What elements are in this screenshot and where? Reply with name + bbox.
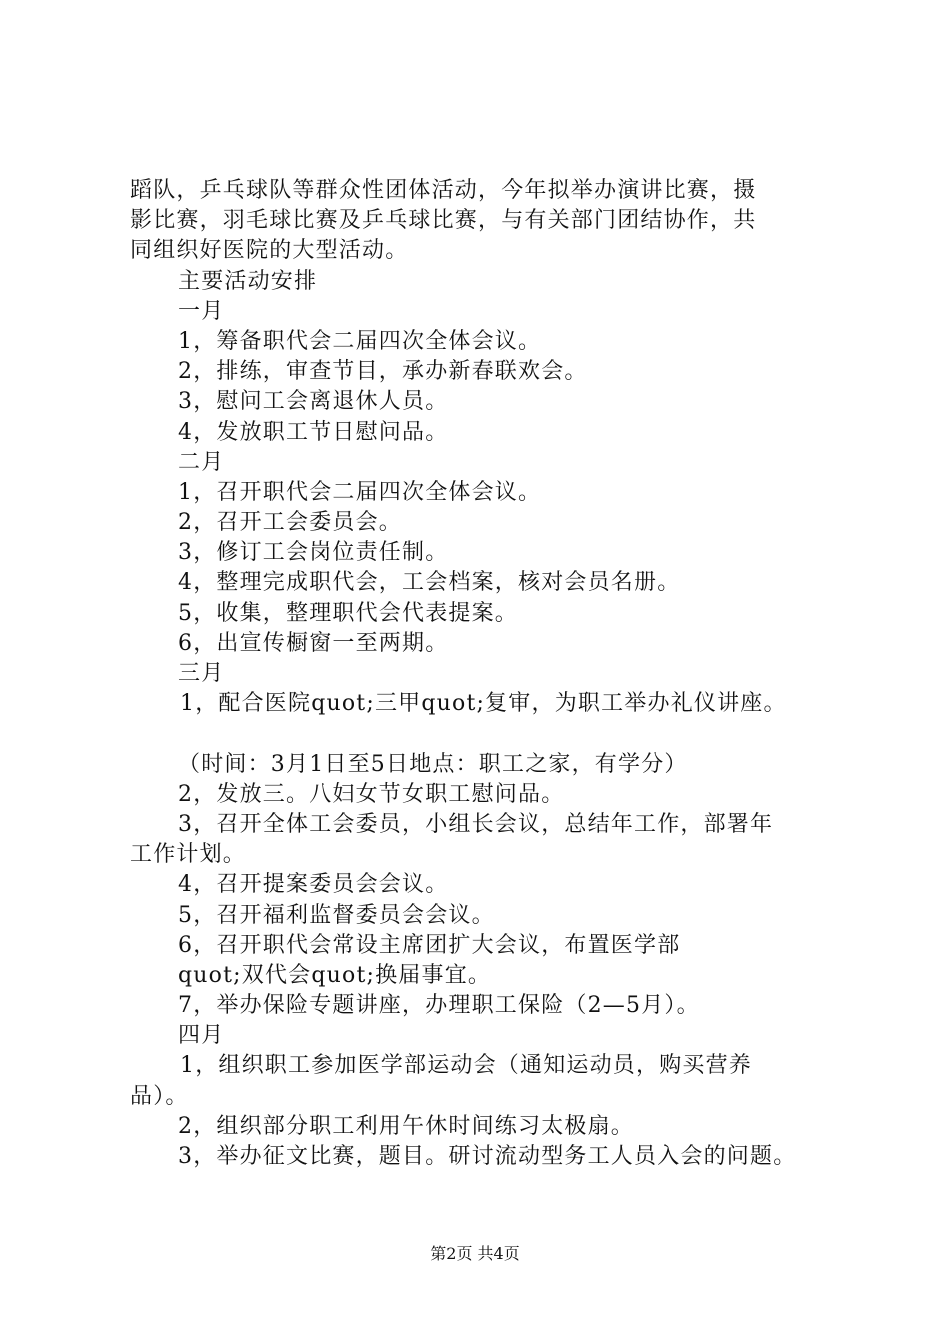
list-item: 2，发放三。八妇女节女职工慰问品。 (178, 781, 565, 807)
list-item: 2，排练，审查节目，承办新春联欢会。 (178, 359, 588, 385)
paragraph-line: 影比赛，羽毛球比赛及乒乓球比赛，与有关部门团结协作，共 (130, 208, 757, 234)
month-heading-january: 一月 (178, 298, 225, 324)
list-item: 7，举办保险专题讲座，办理职工保险（2—5月）。 (178, 993, 700, 1019)
list-item: 4，整理完成职代会，工会档案，核对会员名册。 (178, 570, 681, 596)
page-footer: 第2页 共4页 (430, 1244, 520, 1263)
list-item: 3，召开全体工会委员，小组长会议，总结年工作，部署年 (178, 811, 774, 837)
month-heading-april: 四月 (178, 1023, 225, 1049)
list-item: 3，举办征文比赛，题目。研讨流动型务工人员入会的问题。 (178, 1144, 797, 1169)
list-item-continuation: 工作计划。 (130, 842, 247, 868)
list-item: 1，筹备职代会二届四次全体会议。 (178, 328, 542, 354)
list-item: 4，召开提案委员会会议。 (178, 872, 449, 898)
list-item: 5，召开福利监督委员会会议。 (178, 902, 495, 928)
list-item: 6，出宣传橱窗一至两期。 (178, 630, 449, 656)
list-item-continuation: 品）。 (130, 1083, 189, 1109)
paragraph-line: 同组织好医院的大型活动。 (130, 238, 409, 264)
list-item: 2，召开工会委员会。 (178, 510, 402, 536)
list-item: 3，修订工会岗位责任制。 (178, 540, 449, 566)
list-item: 1，配合医院quot;三甲quot;复审，为职工举办礼仪讲座。 (180, 691, 787, 717)
list-item-continuation: quot;双代会quot;换届事宜。 (178, 962, 492, 988)
list-item: 1，召开职代会二届四次全体会议。 (178, 479, 542, 505)
list-item: 4，发放职工节日慰问品。 (178, 419, 449, 445)
month-heading-february: 二月 (178, 449, 225, 475)
list-item: 6，召开职代会常设主席团扩大会议，布置医学部 (178, 932, 681, 958)
list-item-note: （时间：3月1日至5日地点：职工之家，有学分） (178, 751, 688, 777)
list-item: 3，慰问工会离退休人员。 (178, 389, 449, 415)
document-body (130, 176, 845, 1172)
paragraph-line: 蹈队，乒乓球队等群众性团体活动，今年拟举办演讲比赛，摄 (130, 178, 757, 203)
blank-line (130, 719, 845, 749)
list-item: 5，收集，整理职代会代表提案。 (178, 600, 518, 626)
month-heading-march: 三月 (178, 661, 225, 686)
list-item: 1，组织职工参加医学部运动会（通知运动员，购买营养 (180, 1053, 752, 1079)
section-heading: 主要活动安排 (178, 268, 318, 294)
list-item: 2，组织部分职工利用午休时间练习太极扇。 (178, 1113, 634, 1139)
